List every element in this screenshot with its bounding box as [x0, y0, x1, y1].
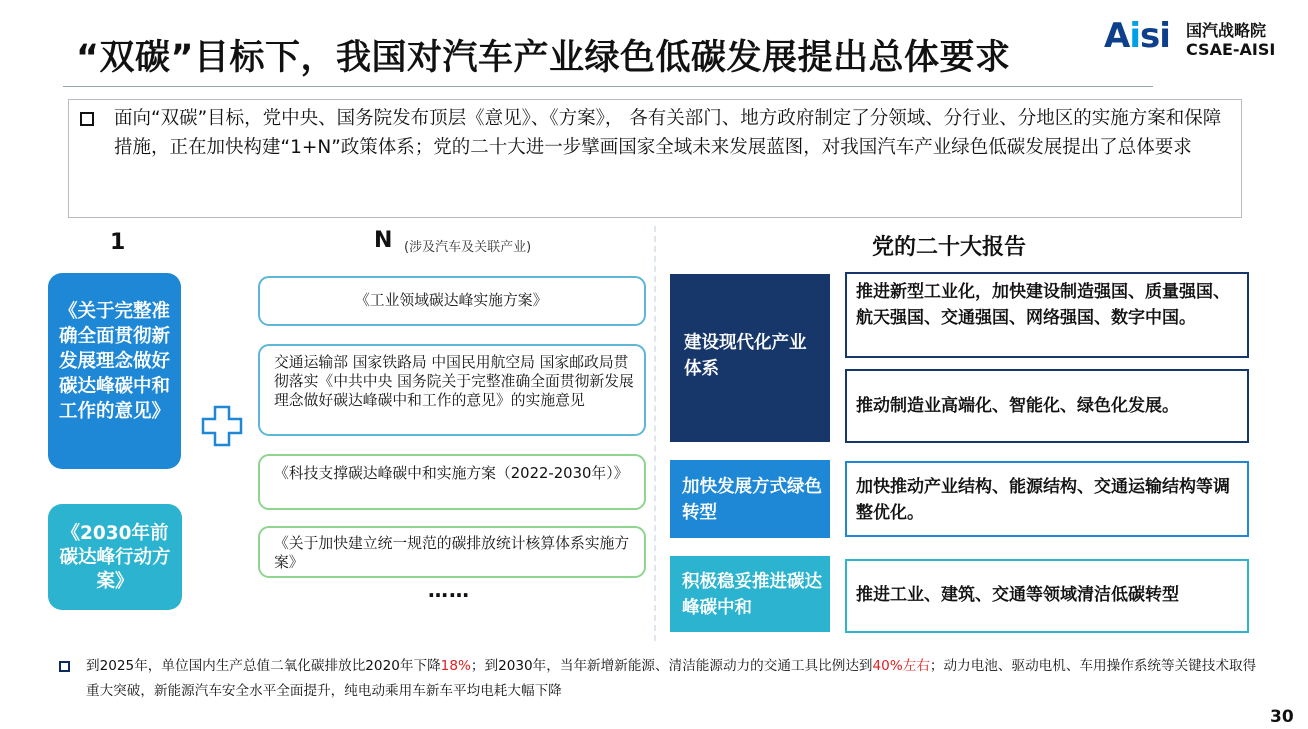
footer-text-1: 到2025年，单位国内生产总值二氧化碳排放比2020年下降 [86, 658, 441, 674]
more-indicator: …… [428, 578, 470, 602]
page-number: 30 [1270, 707, 1294, 727]
n-document-card: 交通运输部 国家铁路局 中国民用航空局 国家邮政局贯彻落实《中共中央 国务院关于完整准确全面贯彻新发展理念做好碳达峰碳中和工作的意见》的实施意见 [258, 344, 646, 436]
header-n-subtitle: (涉及汽车及关联产业) [404, 240, 532, 255]
header-one: 1 [110, 230, 126, 255]
footer-text-2: ；到2030年，当年新增新能源、清洁能源动力的交通工具比例达到 [470, 658, 873, 674]
logo-mark-si: si [1139, 16, 1170, 56]
one-document-card: 《关于完整准确全面贯彻新发展理念做好碳达峰碳中和工作的意见》 [48, 273, 181, 469]
footer-text-3: ；动力电池、驱动电机、车用操作系统等关键技术取得重大突破，新能源汽车安全水平全面提升，纯电动乘用车新车平均电耗大幅下降 [86, 658, 1257, 699]
page-title: “双碳”目标下，我国对汽车产业绿色低碳发展提出总体要求 [76, 38, 1011, 78]
action-plan-card: 《2030年前碳达峰行动方案》 [48, 504, 182, 610]
report-theme-carbon: 积极稳妥推进碳达峰碳中和 [670, 556, 830, 632]
square-bullet-icon [59, 661, 70, 672]
logo-english-name: CSAE-AISI [1186, 40, 1276, 59]
logo-chinese-name: 国汽战略院 [1186, 21, 1267, 40]
logo-mark-i: i [1129, 16, 1140, 56]
column-divider [654, 226, 656, 641]
intro-text: 面向“双碳”目标，党中央、国务院发布顶层《意见》、《方案》， 各有关部门、地方政府制定了分领域、分行业、分地区的实施方案和保障措施，正在加快构建“1+N”政策体系；党的二十大进一步擘画国家全域未来发展蓝图，对我国汽车产业绿色低碳发展提出了总体要求 [114, 108, 1222, 158]
plus-icon [200, 404, 244, 448]
footer-note [86, 654, 1264, 704]
report-point: 推进工业、建筑、交通等领域清洁低碳转型 [845, 559, 1249, 633]
footer-highlight-2: 40%左右 [872, 658, 930, 674]
header-n: N [374, 228, 393, 253]
report-point: 推动制造业高端化、智能化、绿色化发展。 [845, 369, 1249, 443]
title-divider [63, 86, 1153, 87]
n-document-card: 《关于加快建立统一规范的碳排放统计核算体系实施方案》 [258, 526, 646, 578]
logo-mark-a: A [1104, 16, 1130, 56]
report-point: 推进新型工业化，加快建设制造强国、质量强国、航天强国、交通强国、网络强国、数字中国。 [845, 272, 1249, 358]
square-bullet-icon [80, 112, 94, 126]
footer-highlight-1: 18% [440, 658, 471, 674]
report-point: 加快推动产业结构、能源结构、交通运输结构等调整优化。 [845, 461, 1249, 537]
aisi-logo [1104, 16, 1170, 56]
report-theme-industry: 建设现代化产业体系 [670, 274, 830, 442]
report-header: 党的二十大报告 [872, 235, 1027, 260]
report-theme-green: 加快发展方式绿色转型 [670, 460, 830, 538]
n-document-card: 《工业领域碳达峰实施方案》 [258, 276, 646, 326]
n-document-card: 《科技支撑碳达峰碳中和实施方案（2022-2030年）》 [258, 454, 646, 510]
